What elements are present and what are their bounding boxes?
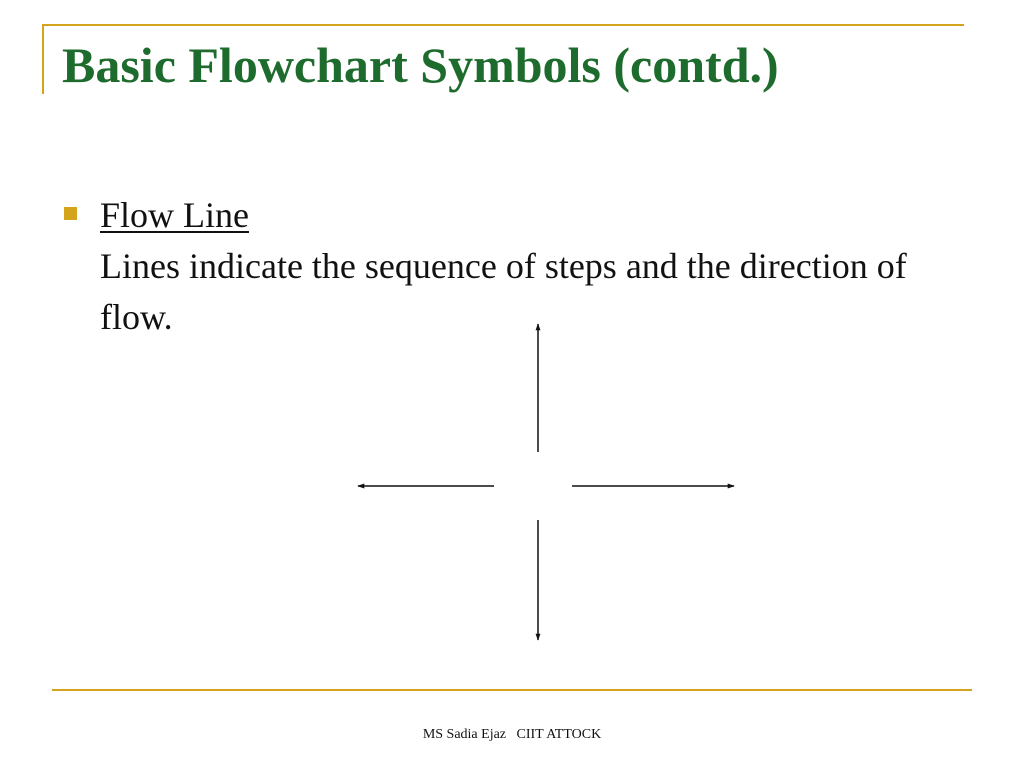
slide-footer: MS Sadia Ejaz CIIT ATTOCK: [422, 727, 602, 742]
bullet-heading: Flow Line: [100, 195, 249, 235]
bottom-rule: [52, 689, 972, 691]
bullet-description: Lines indicate the sequence of steps and the direction of flow.: [100, 246, 907, 337]
slide-title: Basic Flowchart Symbols (contd.): [62, 37, 779, 93]
